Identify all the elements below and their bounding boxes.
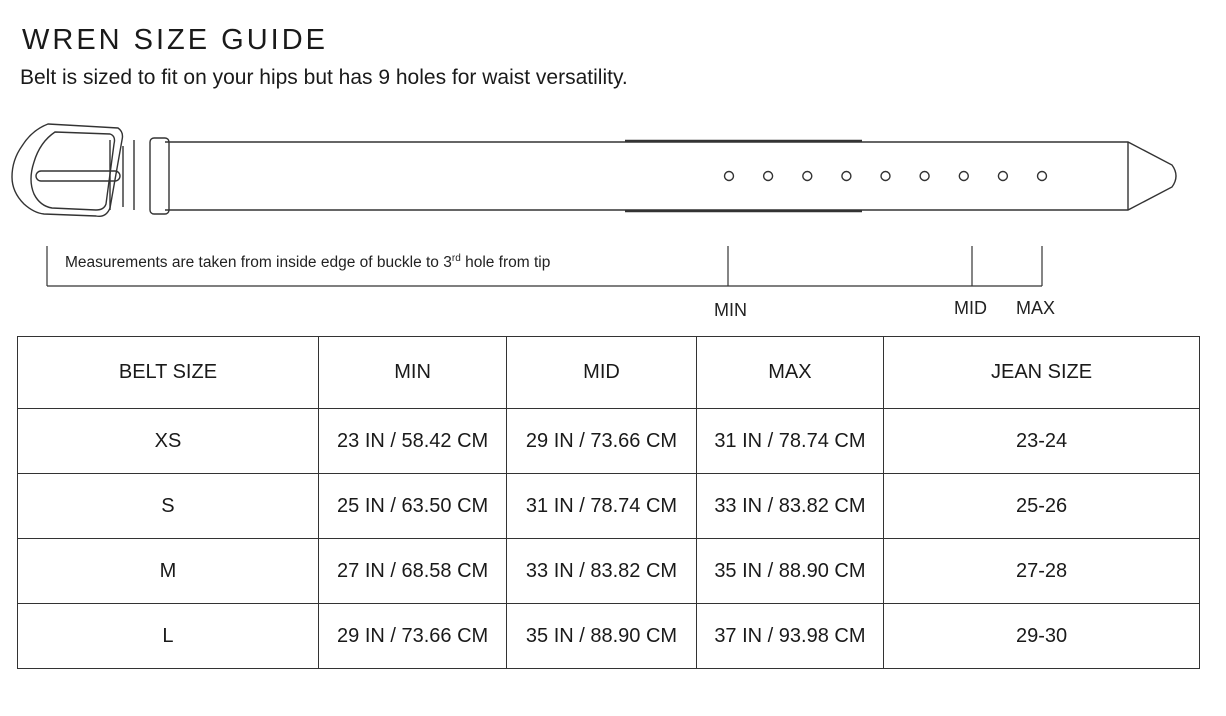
cell-min: 23 IN / 58.42 CM — [318, 409, 506, 474]
table-row — [18, 604, 1200, 669]
cell-mid: 31 IN / 78.74 CM — [507, 474, 696, 539]
measurement-note: Measurements are taken from inside edge of buckle to 3rd hole from tip — [65, 253, 551, 271]
header-mid: MID — [507, 337, 696, 409]
header-jean-size: JEAN SIZE — [884, 337, 1200, 409]
cell-belt-size: M — [18, 539, 319, 604]
page-subtitle: Belt is sized to fit on your hips but has 9 holes for waist versatility. — [20, 66, 628, 89]
table-header-row — [18, 337, 1200, 409]
header-belt-size: BELT SIZE — [18, 337, 319, 409]
cell-mid: 35 IN / 88.90 CM — [507, 604, 696, 669]
table-row — [18, 539, 1200, 604]
belt-hole-7 — [959, 172, 968, 181]
cell-jean-size: 27-28 — [884, 539, 1200, 604]
marker-mid-label: MID — [954, 298, 987, 318]
cell-mid: 33 IN / 83.82 CM — [507, 539, 696, 604]
marker-max-label: MAX — [1016, 298, 1056, 318]
cell-jean-size: 23-24 — [884, 409, 1200, 474]
belt-hole-6 — [920, 172, 929, 181]
cell-jean-size: 25-26 — [884, 474, 1200, 539]
belt-hole-9 — [1038, 172, 1047, 181]
cell-max: 33 IN / 83.82 CM — [696, 474, 883, 539]
cell-min: 29 IN / 73.66 CM — [318, 604, 506, 669]
cell-max: 35 IN / 88.90 CM — [696, 539, 883, 604]
header-max: MAX — [696, 337, 883, 409]
cell-belt-size: XS — [18, 409, 319, 474]
size-table — [17, 336, 1200, 669]
table-row — [18, 409, 1200, 474]
cell-belt-size: L — [18, 604, 319, 669]
table-row — [18, 474, 1200, 539]
belt-hole-4 — [842, 172, 851, 181]
belt-hole-8 — [998, 172, 1007, 181]
cell-min: 27 IN / 68.58 CM — [318, 539, 506, 604]
cell-max: 31 IN / 78.74 CM — [696, 409, 883, 474]
cell-mid: 29 IN / 73.66 CM — [507, 409, 696, 474]
header-min: MIN — [318, 337, 506, 409]
belt-illustration — [0, 110, 1226, 230]
belt-keeper — [150, 138, 169, 214]
page-title: WREN SIZE GUIDE — [22, 24, 329, 56]
marker-min-label: MIN — [714, 300, 747, 320]
belt-hole-5 — [881, 172, 890, 181]
belt-hole-1 — [725, 172, 734, 181]
cell-jean-size: 29-30 — [884, 604, 1200, 669]
belt-hole-3 — [803, 172, 812, 181]
belt-hole-2 — [764, 172, 773, 181]
cell-max: 37 IN / 93.98 CM — [696, 604, 883, 669]
cell-belt-size: S — [18, 474, 319, 539]
cell-min: 25 IN / 63.50 CM — [318, 474, 506, 539]
belt-strap — [165, 142, 1176, 210]
